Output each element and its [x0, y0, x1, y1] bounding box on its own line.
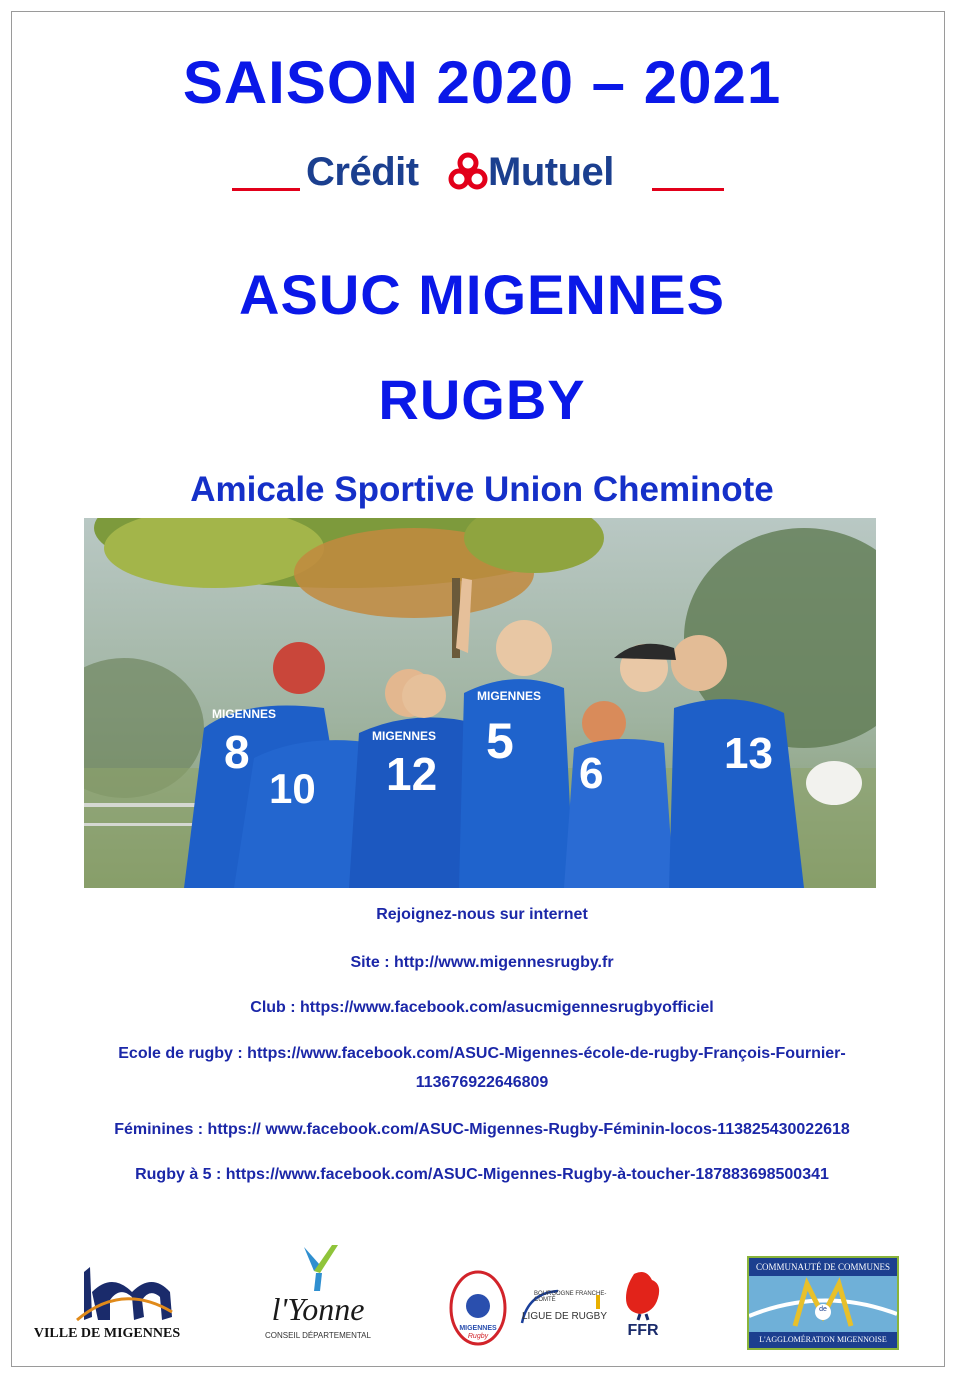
- yonne-subtitle: CONSEIL DÉPARTEMENTAL: [265, 1331, 371, 1340]
- link-feminines[interactable]: Féminines : https:// www.facebook.com/ASUC-Migennes-Rugby-Féminin-locos-113825430022618: [114, 1121, 850, 1138]
- jersey-number-13: 13: [724, 729, 773, 778]
- communaute-emblem-icon: [749, 1276, 897, 1332]
- ffr-label: FFR: [627, 1322, 659, 1339]
- jersey-text-2: MIGENNES: [372, 729, 437, 743]
- link-rugby5[interactable]: Rugby à 5 : https://www.facebook.com/ASUC-Migennes-Rugby-à-toucher-187883698500341: [135, 1166, 829, 1183]
- link-ecole-line1[interactable]: Ecole de rugby : https://www.facebook.com/ASUC-Migennes-école-de-rugby-François-Fournier-: [118, 1045, 846, 1062]
- communaute-top-label: COMMUNAUTÉ DE COMMUNES: [755, 1262, 890, 1272]
- jersey-number-6: 6: [579, 749, 604, 798]
- migennes-badge-bottom: Rugby: [467, 1333, 489, 1340]
- yonne-emblem-icon: [248, 1243, 388, 1293]
- jersey-text-3: MIGENNES: [477, 689, 542, 703]
- logo-ffr: [616, 1268, 670, 1344]
- sponsor-right-rule: [652, 188, 724, 191]
- jersey-number-10: 10: [269, 765, 316, 812]
- communaute-mark-text: de: [819, 1306, 827, 1313]
- ligue-name: LIGUE DE RUGBY: [522, 1311, 608, 1322]
- logo-ligue-rugby: [518, 1285, 610, 1335]
- rooster-icon: [616, 1268, 670, 1322]
- logo-communaute-communes: [747, 1256, 899, 1350]
- sponsor-word-2: Mutuel: [488, 150, 614, 194]
- club-name-line2: RUGBY: [378, 368, 586, 431]
- ligue-region: BOURGOGNE FRANCHE-COMTÉ: [534, 1291, 607, 1303]
- club-name-line1: ASUC MIGENNES: [239, 263, 725, 326]
- logo-ville-de-migennes: [22, 1262, 192, 1346]
- sponsor-emblem-icon: [448, 152, 488, 192]
- season-title: SAISON 2020 – 2021: [182, 49, 782, 116]
- link-club[interactable]: Club : https://www.facebook.com/asucmigennesrugbyofficiel: [250, 999, 714, 1016]
- jersey-number-12: 12: [386, 748, 438, 800]
- communaute-bottom-label: L'AGGLOMÉRATION MIGENNOISE: [759, 1335, 887, 1344]
- yonne-name: l'Yonne: [271, 1291, 365, 1327]
- club-subtitle: Amicale Sportive Union Cheminote: [190, 470, 774, 509]
- logo-migennes-rugby: [449, 1270, 507, 1346]
- jersey-text-1: MIGENNES: [212, 707, 277, 721]
- link-site[interactable]: Site : http://www.migennesrugby.fr: [350, 954, 614, 971]
- migennes-badge-top: MIGENNES: [459, 1325, 497, 1332]
- sponsor-logo: [232, 148, 724, 202]
- ville-migennes-label: VILLE DE MIGENNES: [33, 1326, 181, 1341]
- logo-yonne: [248, 1243, 388, 1343]
- sponsor-word-1: Crédit: [306, 150, 419, 194]
- jersey-number-8: 8: [224, 726, 250, 778]
- link-ecole-line2[interactable]: 113676922646809: [415, 1074, 549, 1091]
- ville-migennes-emblem-icon: [22, 1262, 192, 1322]
- sponsor-left-rule: [232, 188, 300, 191]
- links-intro: Rejoignez-nous sur internet: [376, 906, 588, 923]
- team-photo: [84, 518, 876, 888]
- team-huddle-image: [84, 518, 876, 888]
- jersey-number-5: 5: [486, 713, 514, 769]
